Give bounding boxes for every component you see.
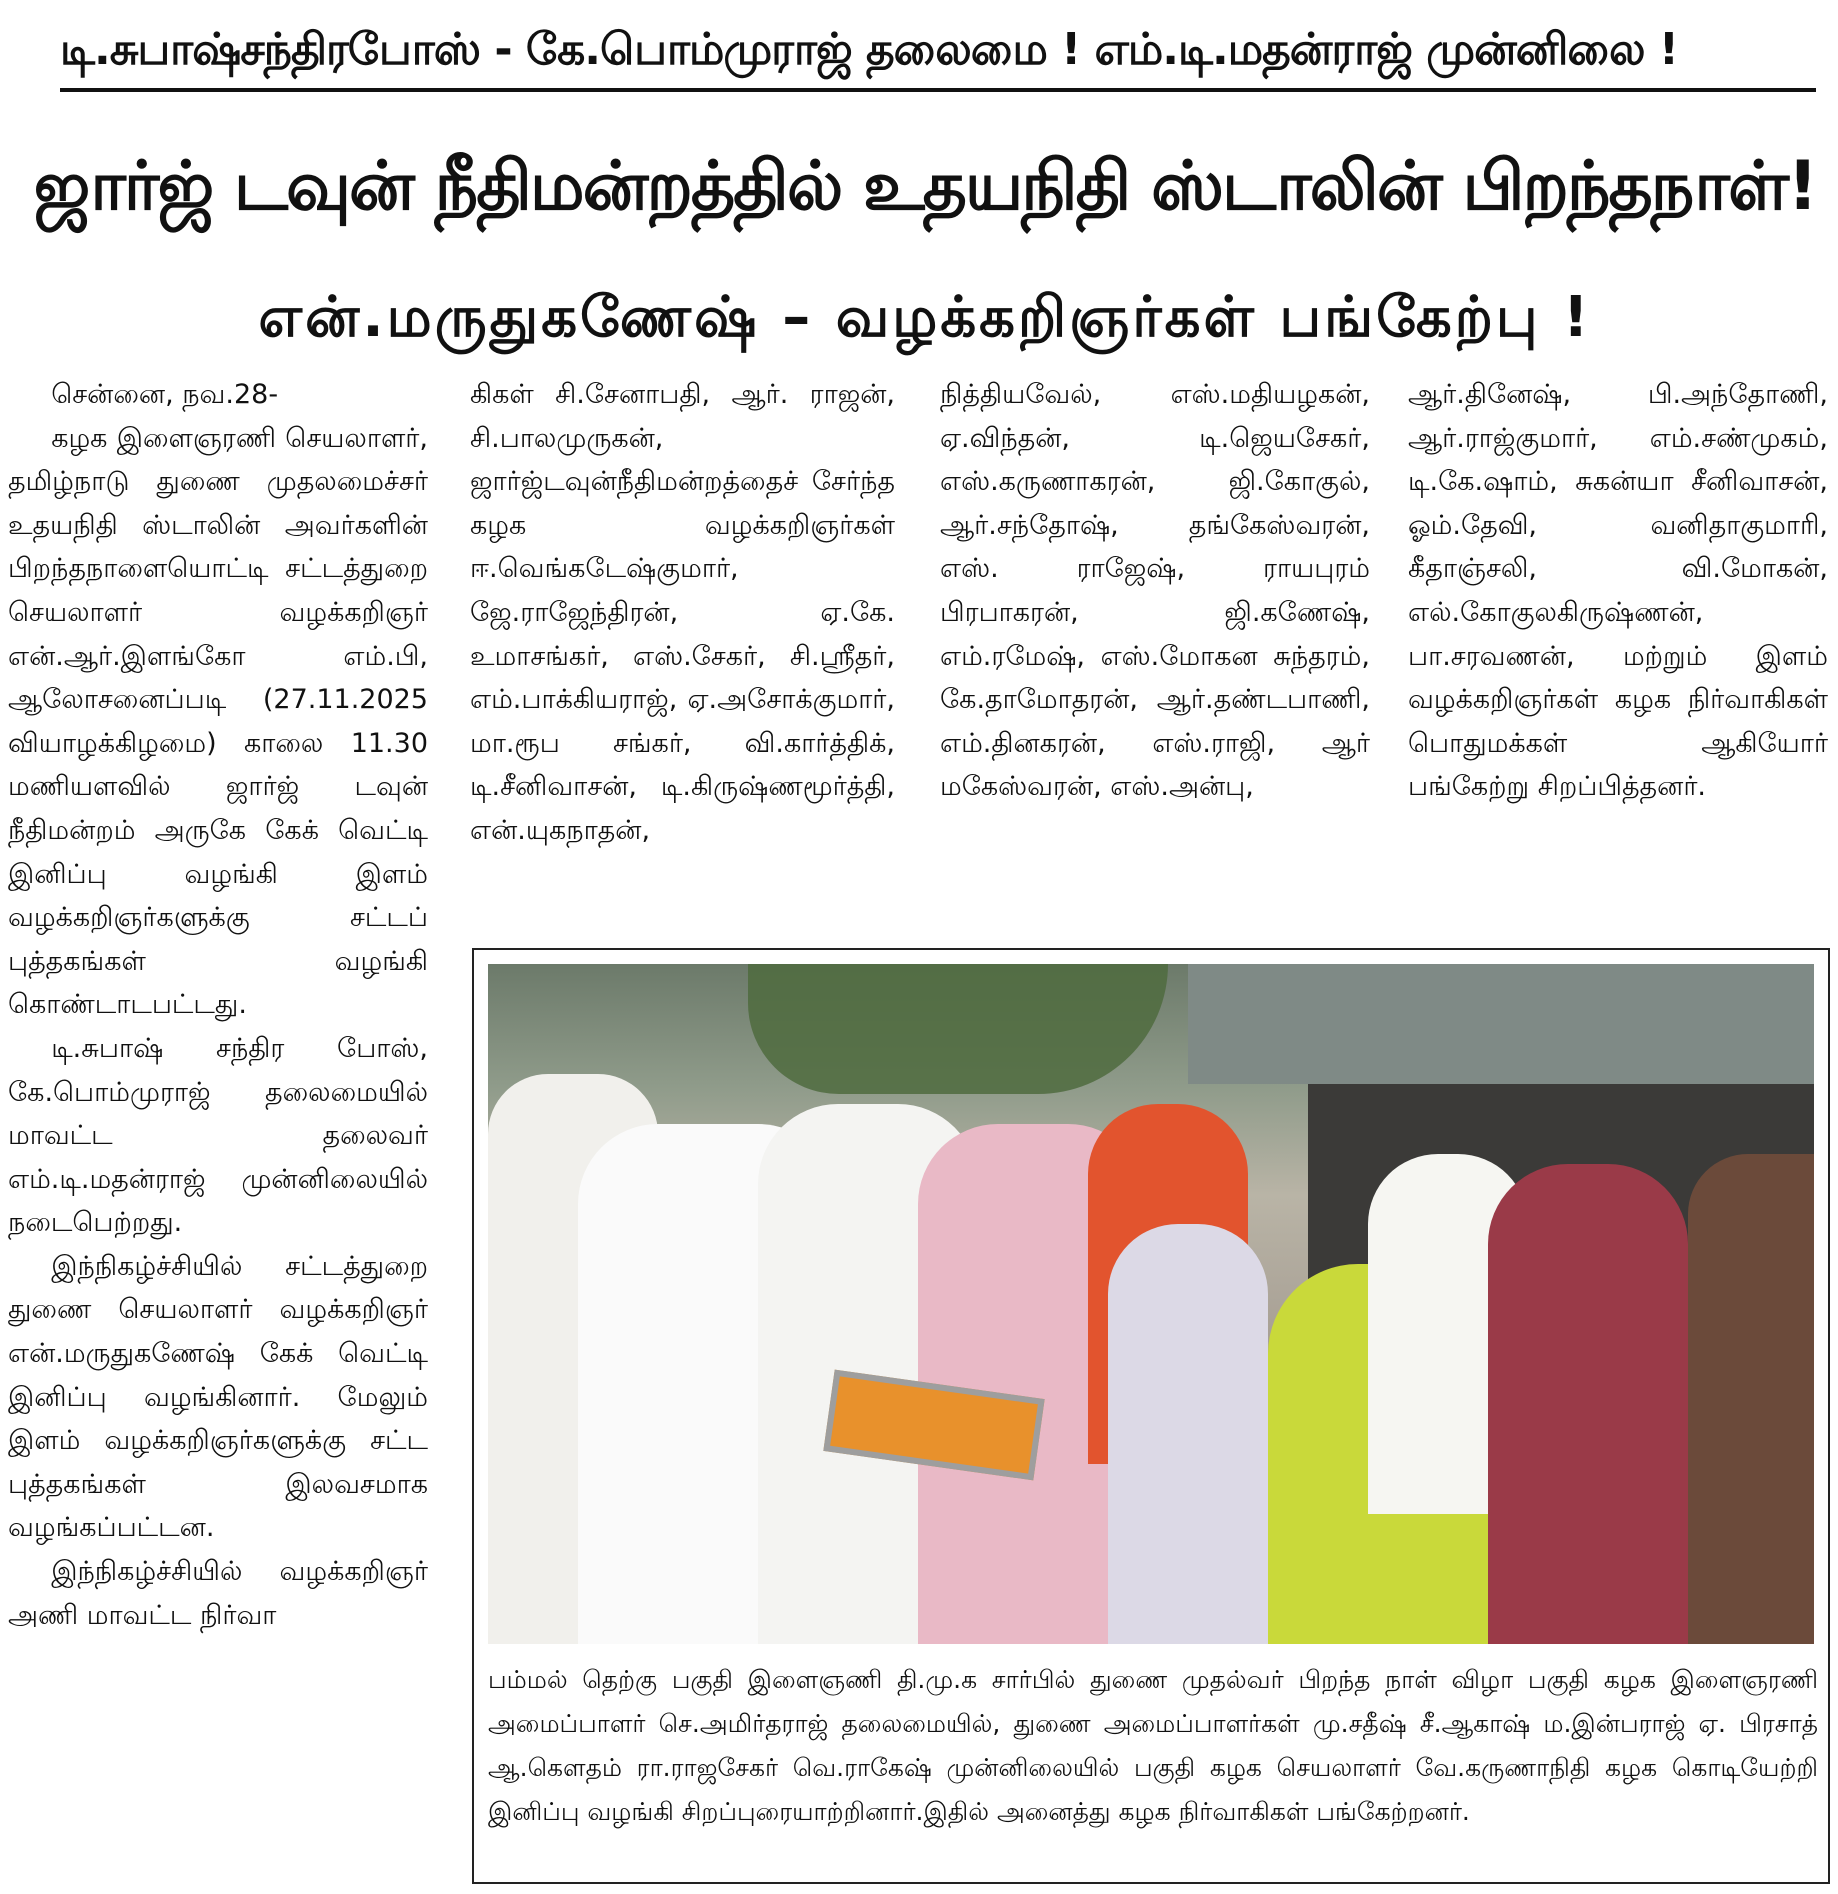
article-column-1 <box>8 373 428 1883</box>
subheadline: என்.மருதுகணேஷ் – வழக்கறிஞர்கள் பங்கேற்பு ! <box>258 285 1592 350</box>
headline: ஜார்ஜ் டவுன் நீதிமன்றத்தில் உதயநிதி ஸ்டாலின் பிறந்தநாள்! <box>33 147 1817 226</box>
article-column-3-text: நித்தியவேல், எஸ்.மதியழகன், ஏ.விந்தன், டி.ஜெயசேகர், எஸ்.கருணாகரன், ஜி.கோகுல், ஆர்.சந்தோஷ், தங்கேஸ்வரன், எஸ். ராஜேஷ், ராயபுரம் பிரபாகரன், ஜி.கணேஷ், எம்.ரமேஷ், எஸ்.மோகன சுந்தரம், கே.தாமோதரன், ஆர்.தண்டபாணி, எம்.தினகரன், எஸ்.ராஜி, ஆர் மகேஸ்வரன், எஸ்.அன்பு, <box>940 379 1370 803</box>
photo-roof <box>1188 964 1814 1084</box>
article-column-4 <box>1408 373 1828 893</box>
person-10 <box>1688 1154 1814 1644</box>
photo-caption-text: பம்மல் தெற்கு பகுதி இளைஞணி தி.மு.க சார்பில் துணை முதல்வர் பிறந்த நாள் விழா பகுதி கழக இளைஞரணி அமைப்பாளர் செ.அமிர்தராஜ் தலைமையில், துணை அமைப்பாளர்கள் மு.சதீஷ் சீ.ஆகாஷ் ம.இன்பராஜ் ஏ. பிரசாத் ஆ.கௌதம் ரா.ராஜசேகர் வெ.ராகேஷ் முன்னிலையில் பகுதி கழக செயலாளர் வே.கருணாநிதி கழக கொடியேற்றி இனிப்பு வழங்கி சிறப்புரையாற்றினார்.இதில் அனைத்து கழக நிர்வாகிகள் பங்கேற்றனர். <box>488 1665 1818 1826</box>
dateline: சென்னை, நவ.28- <box>51 379 279 410</box>
photo-trees <box>748 964 1168 1094</box>
article-paragraph-1: கழக இளைஞரணி செயலாளர், தமிழ்நாடு துணை முதலமைச்சர் உதயநிதி ஸ்டாலின் அவர்களின் பிறந்தநாளையொட்டி சட்டத்துறை செயலாளர் வழக்கறிஞர் என்.ஆர்.இளங்கோ எம்.பி, ஆலோசனைப்படி (27.11.2025 வியாழக்கிழமை) காலை 11.30 மணியளவில் ஜார்ஜ் டவுன் நீதிமன்றம் அருகே கேக் வெட்டி இனிப்பு வழங்கி இளம் வழக்கறிஞர்களுக்கு சட்டப் புத்தகங்கள் வழங்கி கொண்டாடபட்டது. <box>8 422 428 1021</box>
kicker-rule <box>60 88 1816 92</box>
article-column-2 <box>470 373 895 893</box>
article-column-3 <box>940 373 1370 893</box>
photo-box <box>472 948 1830 1884</box>
article-paragraph-4: இந்நிகழ்ச்சியில் வழக்கறிஞர் அணி மாவட்ட நிர்வா <box>8 1556 428 1631</box>
article-paragraph-2: டி.சுபாஷ் சந்திர போஸ், கே.பொம்முராஜ் தலைமையில் மாவட்ட தலைவர் எம்.டி.மதன்ராஜ் முன்னிலையில் நடைபெற்றது. <box>8 1032 428 1239</box>
photo-caption <box>488 1658 1818 1870</box>
person-6-girl <box>1108 1224 1268 1644</box>
article-column-4-text: ஆர்.தினேஷ், பி.அந்தோணி, ஆர்.ராஜ்குமார், எம்.சண்முகம், டி.கே.ஷாம், சுகன்யா சீனிவாசன், ஓம்.தேவி, வனிதாகுமாரி, கீதாஞ்சலி, வி.மோகன், எல்.கோகுலகிருஷ்ணன், பா.சரவணன், மற்றும் இளம் வழக்கறிஞர்கள் கழக நிர்வாகிகள் பொதுமக்கள் ஆகியோர் பங்கேற்று சிறப்பித்தனர். <box>1408 379 1828 803</box>
article-column-2-text: கிகள் சி.சேனாபதி, ஆர். ராஜன், சி.பாலமுருகன், ஜார்ஜ்டவுன்நீதிமன்றத்தைச் சேர்ந்த கழக வழக்கறிஞர்கள் ஈ.வெங்கடேஷ்குமார், ஜே.ராஜேந்திரன், ஏ.கே. உமாசங்கர், எஸ்.சேகர், சி.ஸ்ரீதர், எம்.பாக்கியராஜ், ஏ.அசோக்குமார், மா.ரூப சங்கர், வி.கார்த்திக், டி.சீனிவாசன், டி.கிருஷ்ணமூர்த்தி, என்.யுகநாதன், <box>470 379 895 846</box>
article-paragraph-3: இந்நிகழ்ச்சியில் சட்டத்துறை துணை செயலாளர் வழக்கறிஞர் என்.மருதுகணேஷ் கேக் வெட்டி இனிப்பு வழங்கினார். மேலும் இளம் வழக்கறிஞர்களுக்கு சட்ட புத்தகங்கள் இலவசமாக வழங்கப்பட்டன. <box>8 1250 428 1544</box>
event-photo <box>488 964 1814 1644</box>
kicker-line: டி.சுபாஷ்சந்திரபோஸ் - கே.பொம்முராஜ் தலைமை ! எம்.டி.மதன்ராஜ் முன்னிலை ! <box>60 24 1678 75</box>
person-9-maroon <box>1488 1164 1688 1644</box>
